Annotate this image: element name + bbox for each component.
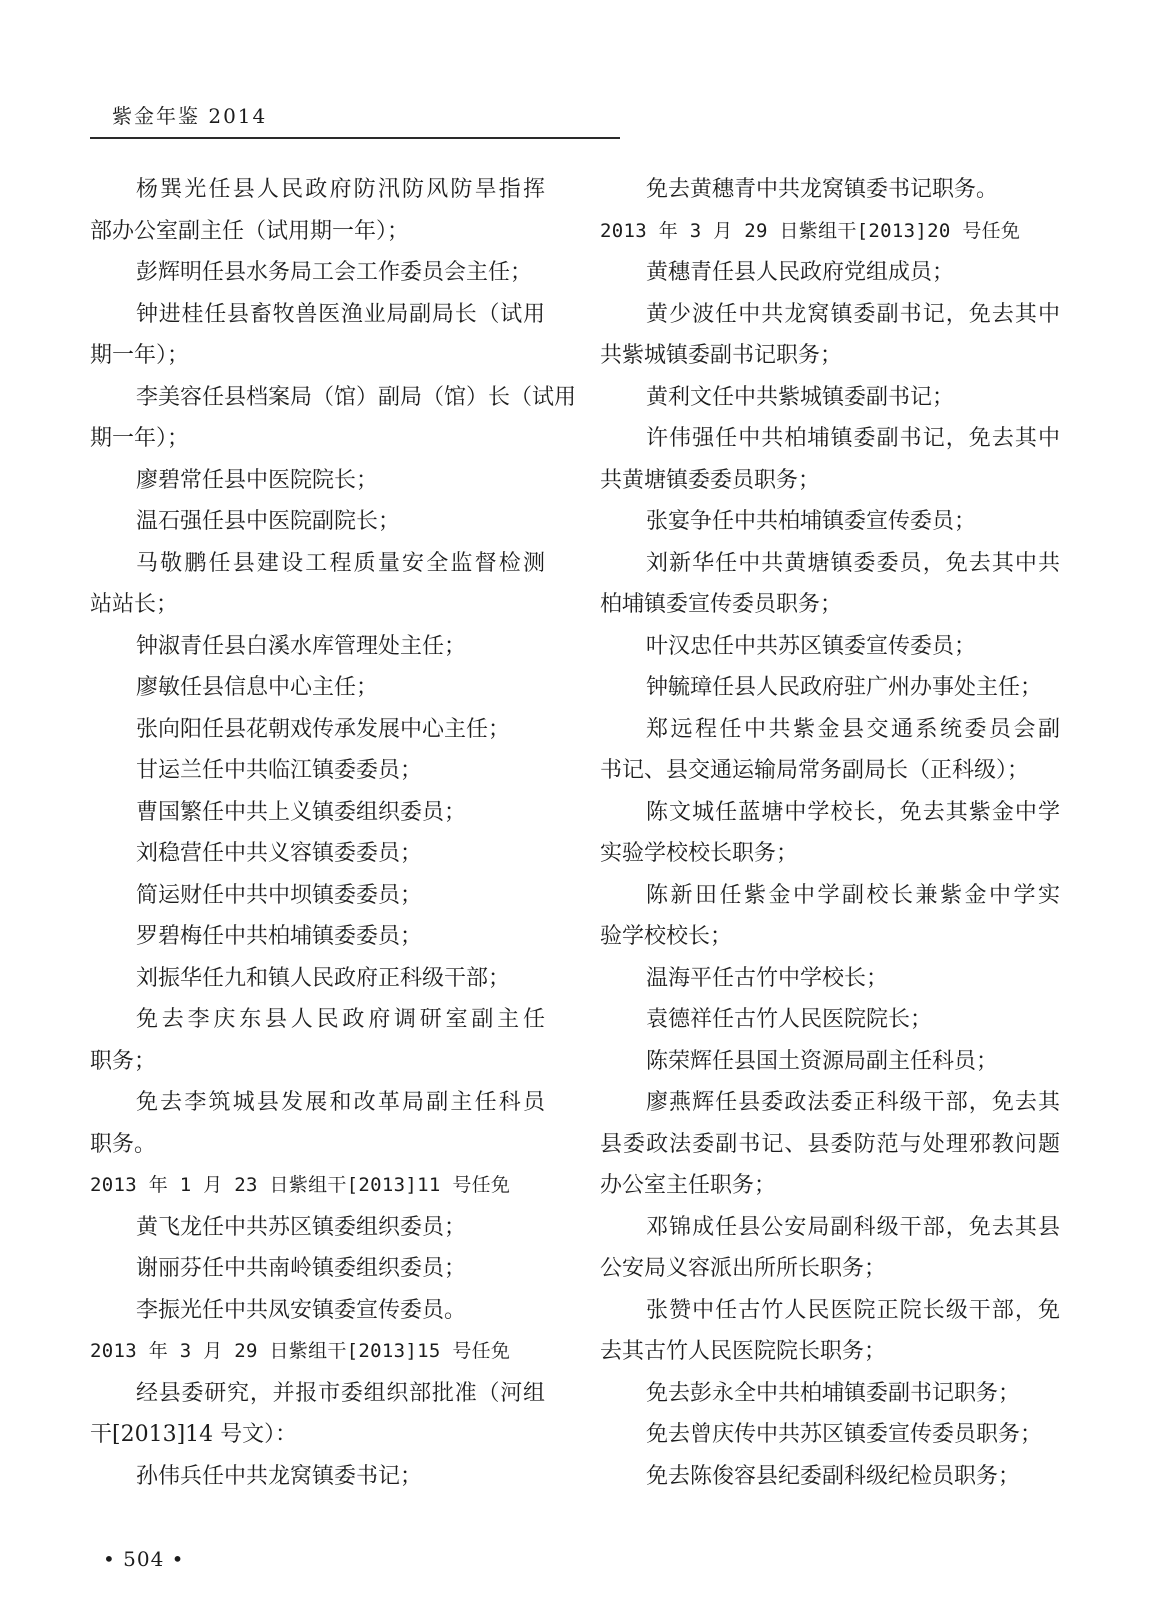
text-line: 陈文城任蓝塘中学校长，免去其紫金中学	[646, 799, 1060, 825]
text-line: 廖碧常任县中医院院长；	[136, 467, 379, 493]
text-line: 免去彭永全中共柏埔镇委副书记职务；	[646, 1380, 1021, 1406]
text-line: 黄利文任中共紫城镇委副书记；	[646, 384, 955, 410]
text-line: 共黄塘镇委委员职务；	[600, 467, 821, 493]
text-line: 黄飞龙任中共苏区镇委组织委员；	[136, 1214, 467, 1240]
text-line: 罗碧梅任中共柏埔镇委委员；	[136, 924, 423, 949]
text-line: 张向阳任县花朝戏传承发展中心主任；	[136, 716, 511, 742]
text-line: 免去李筑城县发展和改革局副主任科员	[136, 1090, 545, 1115]
text-line: 张赞中任古竹人民医院正院长级干部，免	[646, 1297, 1060, 1323]
section-heading: 2013 年 3 月 29 日紫组干[2013]20 号任免	[600, 219, 1021, 242]
text-line: 廖燕辉任县委政法委正科级干部，免去其	[646, 1090, 1060, 1115]
text-line: 办公室主任职务；	[600, 1173, 777, 1198]
text-line: 部办公室副主任（试用期一年）；	[90, 218, 410, 244]
text-line: 廖敏任县信息中心主任；	[136, 675, 379, 700]
right-column	[600, 169, 1060, 1497]
text-line: 彭辉明任县水务局工会工作委员会主任；	[136, 260, 533, 285]
text-line: 职务；	[90, 1048, 157, 1074]
text-line: 免去陈俊容县纪委副科级纪检员职务；	[646, 1463, 1021, 1489]
text-line: 干[2013]14 号文）：	[90, 1422, 298, 1447]
page-number: • 504 •	[103, 1547, 185, 1571]
text-line: 谢丽芬任中共南岭镇委组织委员；	[136, 1256, 467, 1281]
text-line: 郑远程任中共紫金县交通系统委员会副	[646, 716, 1060, 742]
text-line: 刘新华任中共黄塘镇委委员，免去其中共	[646, 550, 1060, 576]
section-heading: 2013 年 3 月 29 日紫组干[2013]15 号任免	[90, 1340, 511, 1362]
text-line: 验学校校长；	[600, 924, 733, 949]
text-line: 钟毓璋任县人民政府驻广州办事处主任；	[646, 675, 1043, 700]
text-line: 县委政法委副书记、县委防范与处理邪教问题	[600, 1131, 1060, 1157]
text-line: 书记、县交通运输局常务副局长（正科级）；	[600, 758, 1030, 783]
text-line: 免去黄穗青中共龙窝镇委书记职务。	[646, 177, 999, 202]
text-line: 温石强任县中医院副院长；	[136, 509, 401, 534]
left-column	[90, 169, 577, 1497]
text-line: 孙伟兵任中共龙窝镇委书记；	[136, 1463, 423, 1489]
text-line: 张宴争任中共柏埔镇委宣传委员；	[646, 509, 977, 534]
text-line: 叶汉忠任中共苏区镇委宣传委员；	[646, 633, 977, 659]
text-line: 钟淑青任县白溪水库管理处主任；	[136, 633, 467, 659]
text-line: 钟进桂任县畜牧兽医渔业局副局长（试用	[136, 301, 545, 327]
text-line: 期一年）；	[90, 343, 190, 368]
header-rule	[90, 137, 620, 139]
text-line: 陈新田任紫金中学副校长兼紫金中学实	[646, 882, 1060, 908]
text-line: 黄少波任中共龙窝镇委副书记，免去其中	[646, 301, 1060, 327]
text-line: 许伟强任中共柏埔镇委副书记，免去其中	[646, 426, 1060, 451]
text-line: 免去李庆东县人民政府调研室副主任	[136, 1007, 545, 1032]
text-line: 共紫城镇委副书记职务；	[600, 343, 843, 368]
text-line: 袁德祥任古竹人民医院院长；	[646, 1007, 933, 1032]
running-head-title: 紫金年鉴 2014	[112, 104, 268, 128]
text-line: 公安局义容派出所所长职务；	[600, 1256, 887, 1281]
text-line: 刘稳营任中共义容镇委委员；	[136, 841, 423, 866]
text-line: 实验学校校长职务；	[600, 841, 799, 866]
text-line: 柏埔镇委宣传委员职务；	[600, 592, 843, 617]
text-line: 职务。	[90, 1131, 157, 1157]
text-line: 李振光任中共凤安镇委宣传委员。	[136, 1297, 467, 1323]
text-line: 甘运兰任中共临江镇委委员；	[136, 758, 423, 783]
text-line: 简运财任中共中坝镇委委员；	[136, 882, 423, 908]
text-line: 经县委研究，并报市委组织部批准（河组	[136, 1380, 545, 1406]
text-line: 马敬鹏任县建设工程质量安全监督检测	[136, 550, 545, 576]
text-line: 陈荣辉任县国土资源局副主任科员；	[646, 1048, 999, 1074]
text-line: 黄穗青任县人民政府党组成员；	[646, 260, 955, 285]
text-line: 杨巽光任县人民政府防汛防风防旱指挥	[136, 177, 545, 202]
text-line: 站站长；	[90, 592, 179, 617]
text-line: 曹国繁任中共上义镇委组织委员；	[136, 799, 467, 825]
text-line: 李美容任县档案局（馆）副局（馆）长（试用	[136, 384, 577, 410]
text-line: 免去曾庆传中共苏区镇委宣传委员职务；	[646, 1422, 1043, 1447]
text-line: 邓锦成任县公安局副科级干部，免去其县	[646, 1214, 1060, 1240]
text-line: 温海平任古竹中学校长；	[646, 965, 889, 991]
text-line: 期一年）；	[90, 426, 190, 451]
text-line: 去其古竹人民医院院长职务；	[600, 1339, 887, 1364]
text-line: 刘振华任九和镇人民政府正科级干部；	[136, 965, 511, 991]
section-heading: 2013 年 1 月 23 日紫组干[2013]11 号任免	[90, 1174, 511, 1196]
